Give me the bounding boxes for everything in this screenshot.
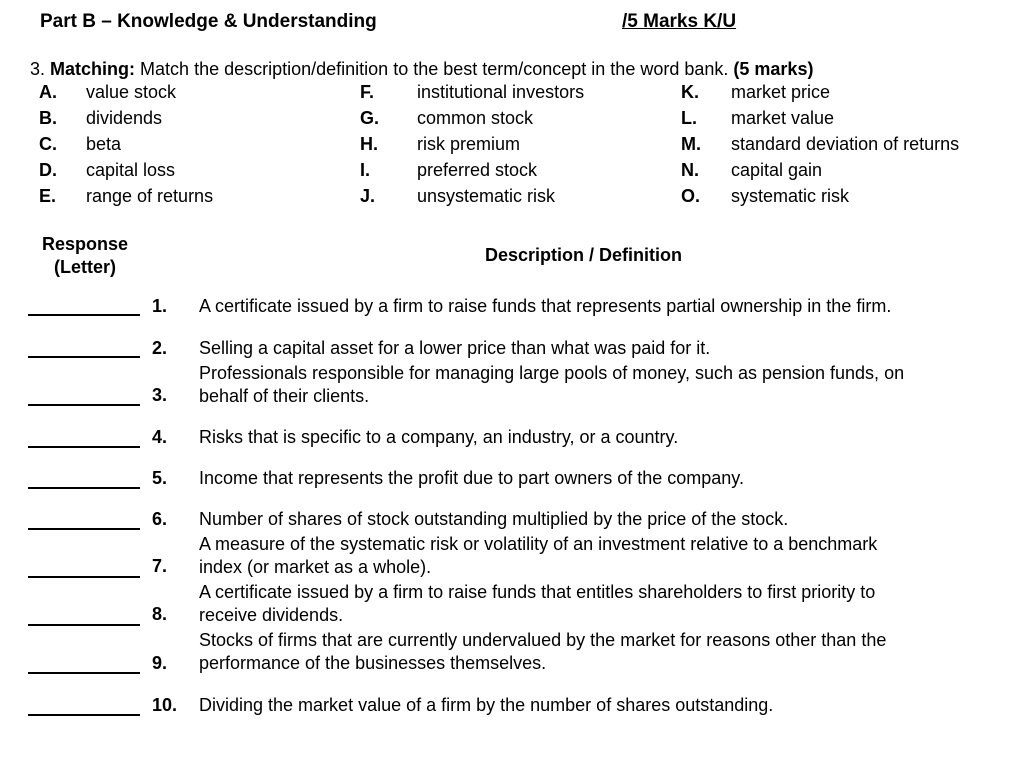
item-description: A certificate issued by a firm to raise funds that entitles shareholders to first priority to receive dividends.: [199, 582, 876, 625]
question-number: 3.: [30, 59, 46, 79]
word-bank-letter: L.: [681, 108, 697, 128]
word-bank-term: value stock: [86, 82, 177, 102]
response-blank[interactable]: [28, 487, 140, 489]
word-bank-letter: K.: [681, 82, 699, 102]
item-number: 5.: [152, 468, 168, 488]
response-blank[interactable]: [28, 576, 140, 578]
item-number: 2.: [152, 338, 168, 358]
question-instruction: [30, 59, 813, 80]
item-number: 6.: [152, 509, 168, 529]
response-blank[interactable]: [28, 446, 140, 448]
word-bank-term: range of returns: [86, 186, 214, 206]
question-text: Match the description/definition to the best term/concept in the word bank.: [140, 59, 729, 79]
word-bank-letter: C.: [39, 134, 57, 154]
question-marks: (5 marks): [733, 59, 814, 79]
word-bank-term: dividends: [86, 108, 163, 128]
response-blank[interactable]: [28, 528, 140, 530]
word-bank-letter: D.: [39, 160, 57, 180]
description-column-header: Description / Definition: [485, 245, 683, 265]
word-bank-term: risk premium: [417, 134, 521, 154]
word-bank-term: capital gain: [731, 160, 823, 180]
word-bank-letter: O.: [681, 186, 701, 206]
word-bank-letter: J.: [360, 186, 376, 206]
item-number: 3.: [152, 385, 168, 405]
response-blank[interactable]: [28, 624, 140, 626]
word-bank-term: preferred stock: [417, 160, 538, 180]
question-label: Matching:: [50, 59, 136, 79]
item-description: Selling a capital asset for a lower price than what was paid for it.: [199, 338, 711, 358]
word-bank-letter: H.: [360, 134, 378, 154]
item-description: Dividing the market value of a firm by the number of shares outstanding.: [199, 695, 774, 715]
response-blank[interactable]: [28, 404, 140, 406]
word-bank-term: market value: [731, 108, 835, 128]
item-description: Professionals responsible for managing large pools of money, such as pension funds, on behalf of their clients.: [199, 363, 905, 406]
word-bank-term: standard deviation of returns: [731, 134, 960, 154]
word-bank-letter: E.: [39, 186, 57, 206]
item-number: 10.: [152, 695, 178, 715]
word-bank-letter: I.: [360, 160, 371, 180]
item-description: Income that represents the profit due to part owners of the company.: [199, 468, 744, 488]
word-bank-letter: N.: [681, 160, 699, 180]
word-bank-letter: G.: [360, 108, 380, 128]
word-bank-letter: A.: [39, 82, 57, 102]
word-bank-letter: B.: [39, 108, 57, 128]
word-bank-term: systematic risk: [731, 186, 850, 206]
item-description: A measure of the systematic risk or volatility of an investment relative to a benchmark index (or market as a whole).: [199, 534, 878, 577]
word-bank-letter: M.: [681, 134, 701, 154]
item-number: 9.: [152, 653, 168, 673]
item-number: 4.: [152, 427, 168, 447]
word-bank-term: beta: [86, 134, 122, 154]
response-column-header: Response (Letter): [41, 234, 129, 277]
item-number: 8.: [152, 604, 168, 624]
total-marks: /5 Marks K/U: [622, 11, 737, 32]
item-number: 7.: [152, 556, 168, 576]
response-blank[interactable]: [28, 714, 140, 716]
section-title: Part B – Knowledge & Understanding: [40, 11, 377, 32]
item-description: Risks that is specific to a company, an industry, or a country.: [199, 427, 679, 447]
response-blank[interactable]: [28, 314, 140, 316]
word-bank-term: unsystematic risk: [417, 186, 556, 206]
item-description: A certificate issued by a firm to raise funds that represents partial ownership in the firm.: [199, 296, 892, 316]
item-description: Number of shares of stock outstanding multiplied by the price of the stock.: [199, 509, 789, 529]
word-bank-letter: F.: [360, 82, 375, 102]
word-bank-term: common stock: [417, 108, 534, 128]
response-blank[interactable]: [28, 356, 140, 358]
word-bank-term: market price: [731, 82, 831, 102]
word-bank-term: capital loss: [86, 160, 176, 180]
item-description: Stocks of firms that are currently undervalued by the market for reasons other than the performance of the businesses themselves.: [199, 630, 887, 673]
item-number: 1.: [152, 296, 168, 316]
word-bank-term: institutional investors: [417, 82, 585, 102]
response-blank[interactable]: [28, 672, 140, 674]
